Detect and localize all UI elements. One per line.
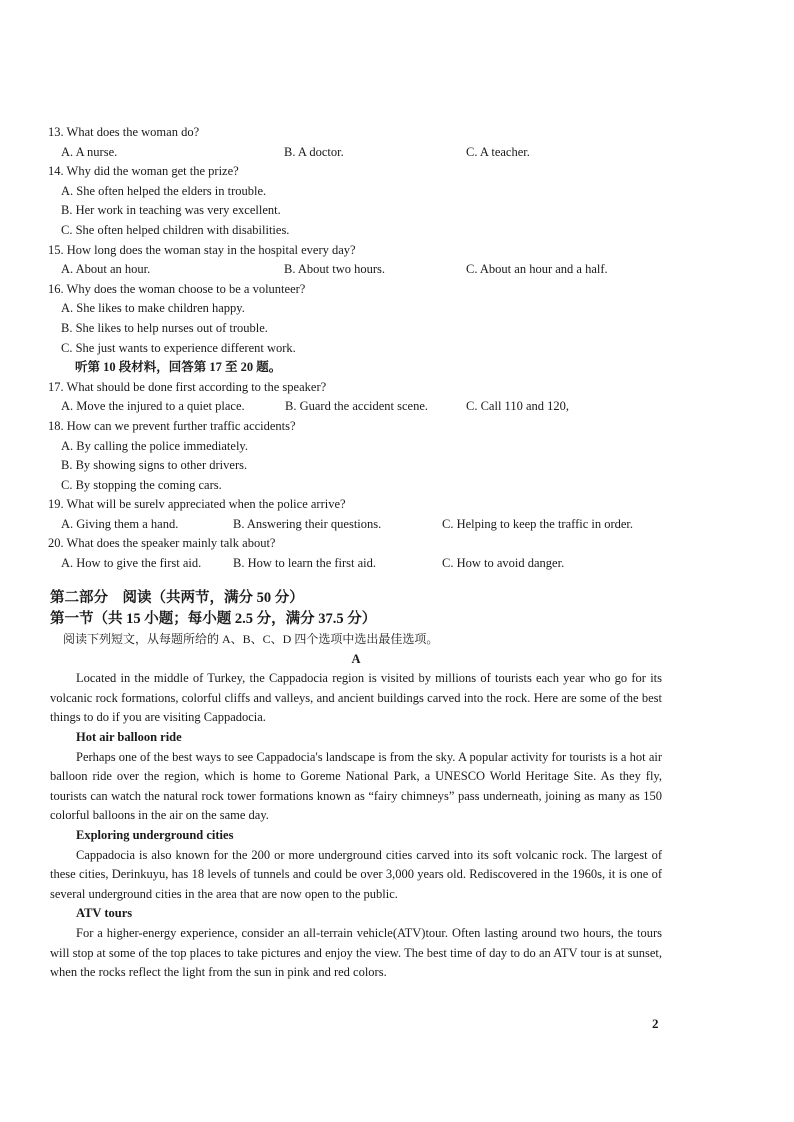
listening-section [48, 123, 748, 574]
subheading-underground: Exploring underground cities [76, 827, 234, 842]
page-number: 2 [652, 1016, 659, 1031]
passage-intro: Located in the middle of Turkey, the Cappadocia region is visited by millions of tourists each year who go for its volcanic rock formations, colorful cliffs and valleys, and ancient buildings carved into the rock. Here are some of the best things to do if you are visiting Cappadocia. [50, 671, 662, 725]
option-b: B. A doctor. [284, 144, 344, 159]
subheading-balloon: Hot air balloon ride [76, 729, 182, 744]
option-c: C. She often helped children with disabilities. [61, 222, 290, 237]
option-c: C. She just wants to experience different work. [61, 340, 296, 355]
option-b: B. Her work in teaching was very excellent. [61, 203, 281, 218]
option-c: C. About an hour and a half. [466, 262, 608, 277]
option-a: A. She often helped the elders in trouble. [61, 183, 267, 198]
option-c: C. By stopping the coming cars. [61, 477, 222, 492]
paragraph-atv: For a higher-energy experience, consider an all-terrain vehicle(ATV)tour. Often lasting around two hours, the tours will stop at some of the top places to take pictures and enjoy the view. The best time of day to do an ATV tour is at sunset, when the rocks reflect the light from the sun in pink and red colors. [50, 925, 662, 980]
option-b: B. Guard the accident scene. [285, 399, 428, 414]
option-a: A. How to give the first aid. [61, 556, 202, 571]
options-17 [61, 397, 748, 417]
section-title: 第一节（共 15 小题；每小题 2.5 分，满分 37.5 分） [50, 611, 377, 627]
options-13 [61, 143, 748, 163]
option-b: B. About two hours. [284, 262, 386, 277]
instruction: 阅读下列短文，从每题所给的 A、B、C、D 四个选项中选出最佳选项。 [63, 632, 439, 646]
question-13: 13. What does the woman do? [48, 125, 200, 139]
question-20: 20. What does the speaker mainly talk about? [48, 536, 276, 551]
paragraph-underground: Cappadocia is also known for the 200 or more underground cities carved into its soft volcanic rock. The largest of these cities, Derinkuyu, has 18 levels of tunnels and could be over 3,000 years old. Rediscovered in the 1960s, it is one of several underground cities in the area that are now open to the public. [50, 847, 662, 901]
reading-section [50, 588, 662, 983]
question-14: 14. Why did the woman get the prize? [48, 164, 239, 179]
option-a: A. Move the injured to a quiet place. [61, 399, 245, 414]
paragraph-balloon: Perhaps one of the best ways to see Cappadocia's landscape is from the sky. A popular activity for tourists is a hot air balloon ride over the region, which is home to Goreme National Park, a UNESCO World Heritage Site. As they fly, tourists can watch the natural rock tower formations known as “fairy chimneys” pass underneath, joining as many as 150 colorful balloons in the air on the same day. [50, 749, 662, 823]
option-b: B. By showing signs to other drivers. [61, 458, 248, 473]
question-19: 19. What will be surelv appreciated when the police arrive? [48, 497, 346, 512]
option-a: A. Giving them a hand. [61, 516, 179, 531]
option-b: B. How to learn the first aid. [233, 556, 377, 571]
option-a: A. She likes to make children happy. [61, 301, 245, 316]
passage-letter: A [351, 651, 361, 666]
question-18: 18. How can we prevent further traffic accidents? [48, 418, 296, 433]
option-c: C. A teacher. [466, 144, 530, 159]
question-16: 16. Why does the woman choose to be a volunteer? [48, 281, 306, 296]
part-title: 第二部分 阅读（共两节，满分 50 分） [50, 590, 304, 606]
option-a: A. By calling the police immediately. [61, 438, 248, 453]
option-b: B. She likes to help nurses out of trouble. [61, 320, 268, 335]
options-19 [61, 515, 748, 535]
section-note: 听第 10 段材料，回答第 17 至 20 题。 [75, 360, 282, 375]
option-a: A. A nurse. [61, 144, 118, 159]
option-c: C. How to avoid danger. [442, 556, 565, 571]
options-20 [61, 554, 748, 574]
question-15: 15. How long does the woman stay in the hospital every day? [48, 242, 356, 257]
option-b: B. Answering their questions. [233, 516, 382, 531]
option-a: A. About an hour. [61, 262, 151, 277]
options-15 [61, 260, 748, 280]
option-c: C. Helping to keep the traffic in order. [442, 516, 634, 531]
question-17: 17. What should be done first according to the speaker? [48, 379, 327, 394]
subheading-atv: ATV tours [76, 906, 133, 921]
option-c: C. Call 110 and 120, [466, 399, 570, 414]
